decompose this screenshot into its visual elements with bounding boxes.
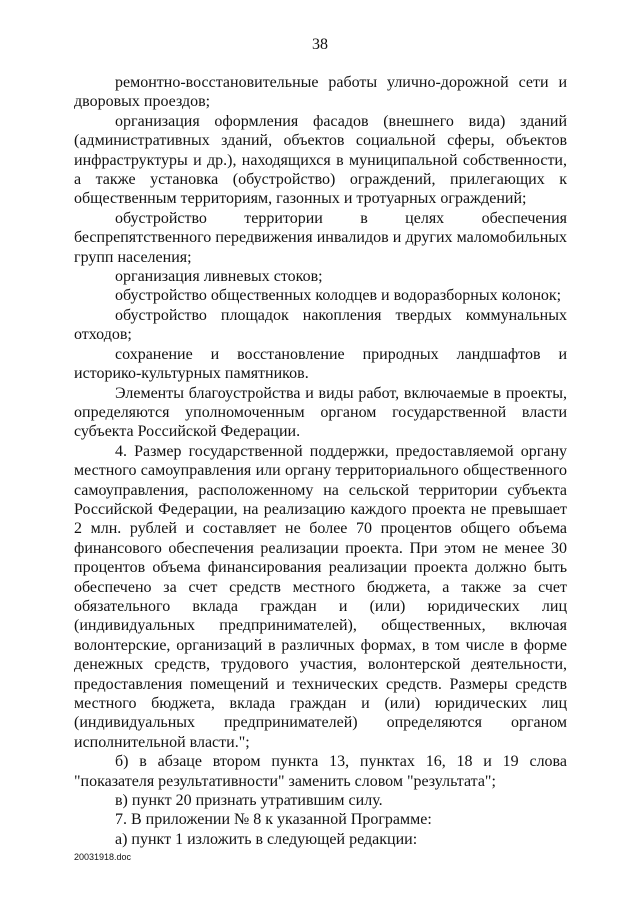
paragraph-drainage: организация ливневых стоков; xyxy=(115,268,323,286)
page-number: 38 xyxy=(312,36,328,53)
paragraph-amendment-a: а) пункт 1 изложить в следующей редакции: xyxy=(115,830,418,848)
paragraph-facades: организация оформления фасадов (внешнего вида) зданий (административных зданий, объектов социальной сферы, объектов инфраструктуры и др.), находящихся в муниципальной собственности, а также установка (обустройство) ограждений, прилегающих к общественным территориям, газонных и тротуарных ограждений; xyxy=(74,112,567,208)
paragraph-amendment-v: в) пункт 20 признать утратившим силу. xyxy=(115,792,383,810)
paragraph-state-support-size: 4. Размер государственной поддержки, предоставляемой органу местного самоуправления или органу территориального общественного самоуправления, расположенному на сельской территории субъекта Российской Федерации, на реализацию каждого проекта не превышает 2 млн. рублей и составляет не более 70 процентов общего объема финансового обеспечения реализации проекта. При этом не менее 30 процентов объема финансирования реализации проекта должно быть обеспечено за счет средств местного бюджета, а также за счет обязательного вклада граждан и (или) юридических лиц (индивидуальных предпринимателей), общественных, включая волонтерские, организаций в различных формах, в том числе в форме денежных средств, трудового участия, волонтерской деятельности, предоставления помещений и технических средств. Размеры средств местного бюджета, вклада граждан и (или) юридических лиц (индивидуальных предпринимателей) определяются органом исполнительной власти."; xyxy=(74,442,567,751)
paragraph-road-repair: ремонтно-восстановительные работы улично-дорожной сети и дворовых проездов; xyxy=(74,74,567,111)
paragraph-appendix-8: 7. В приложении № 8 к указанной Программе: xyxy=(115,811,432,829)
paragraph-landscapes: сохранение и восстановление природных ландшафтов и историко-культурных памятников. xyxy=(74,345,567,383)
paragraph-accessibility: обустройство территории в целях обеспечения беспрепятственного передвижения инвалидов и других маломобильных групп населения; xyxy=(74,209,567,266)
paragraph-improvement-elements: Элементы благоустройства и виды работ, включаемые в проекты, определяются уполномоченным органом государственной власти субъекта Российской Федерации. xyxy=(74,384,567,441)
paragraph-amendment-b: б) в абзаце втором пункта 13, пунктах 16, 18 и 19 слова "показателя результативности" заменить словом "результата"; xyxy=(74,753,567,790)
document-body xyxy=(74,73,567,849)
paragraph-waste-sites: обустройство площадок накопления твердых коммунальных отходов; xyxy=(74,306,567,344)
paragraph-wells: обустройство общественных колодцев и водоразборных колонок; xyxy=(115,287,562,305)
footer-file-code: 20031918.doc xyxy=(74,852,132,862)
